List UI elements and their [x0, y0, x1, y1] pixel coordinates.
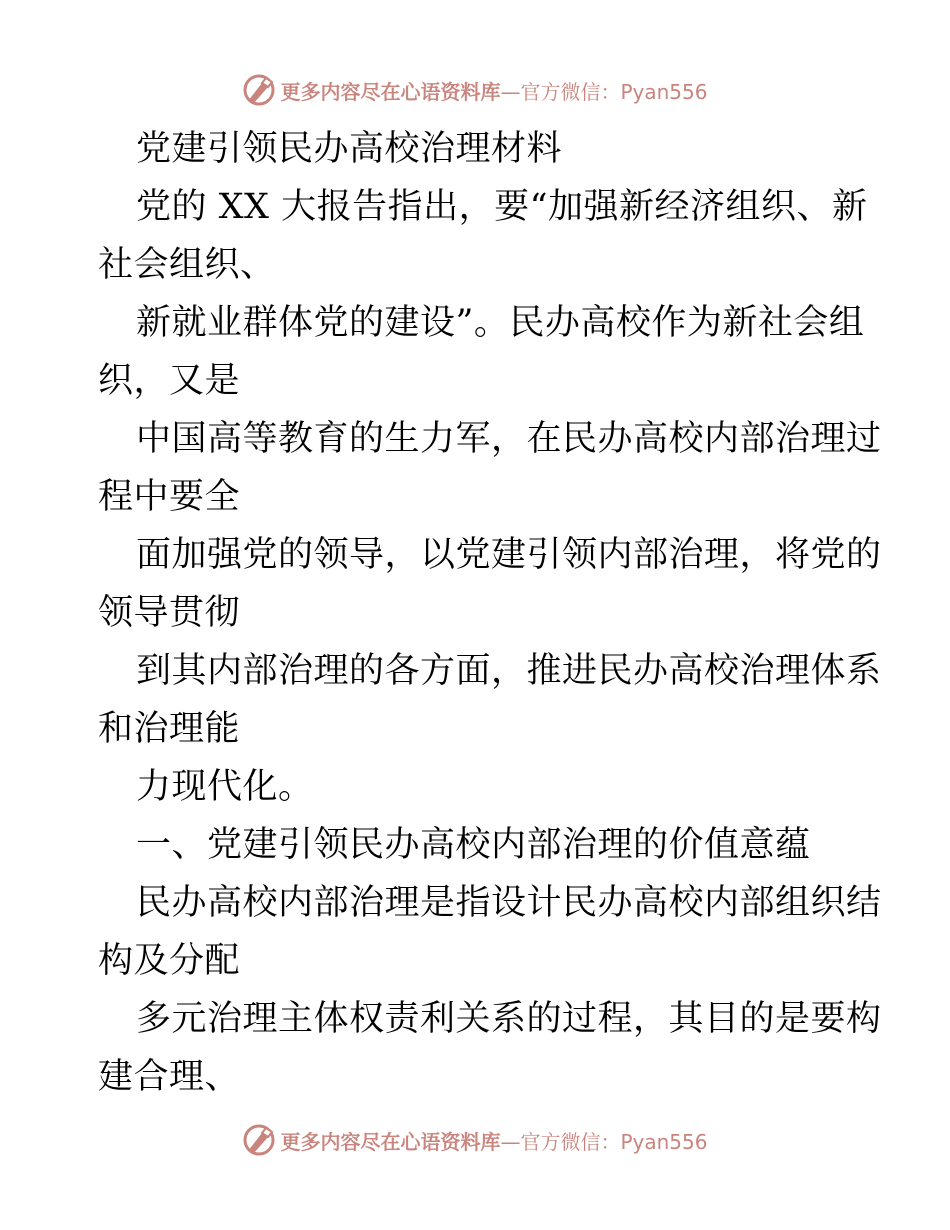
document-body [98, 120, 882, 1106]
paragraph-line: 构及分配 [98, 941, 241, 981]
paragraph-line: 织，又是 [98, 361, 241, 401]
paragraph-line: 新就业群体党的建设”。民办高校作为新社会组 [136, 303, 865, 343]
paragraph-line: 社会组织、 [98, 245, 276, 285]
document-title: 党建引领民办高校治理材料 [136, 129, 563, 169]
paragraph-line: 中国高等教育的生力军，在民办高校内部治理过 [136, 419, 882, 459]
header-watermark [0, 70, 950, 110]
watermark-brand-text: 更多内容尽在心语资料库 [280, 1129, 501, 1154]
paragraph-line: 和治理能 [98, 709, 241, 749]
watermark-wechat-text: —官方微信：Pyan556 [500, 1129, 708, 1154]
paragraph-line: 到其内部治理的各方面，推进民办高校治理体系 [136, 651, 882, 691]
paragraph-line: 党的 XX 大报告指出，要“加强新经济组织、新 [136, 187, 868, 227]
paragraph-line: 力现代化。 [136, 767, 314, 807]
paragraph-line: 领导贯彻 [98, 593, 241, 633]
paragraph-line: 多元治理主体权责利关系的过程，其目的是要构 [136, 999, 882, 1039]
pen-nib-seal-icon [242, 1123, 276, 1157]
paragraph-line: 面加强党的领导，以党建引领内部治理，将党的 [136, 535, 882, 575]
paragraph-line: 程中要全 [98, 477, 241, 517]
watermark-brand-text: 更多内容尽在心语资料库 [280, 79, 501, 104]
footer-watermark [0, 1120, 950, 1160]
pen-nib-seal-icon [242, 73, 276, 107]
paragraph-line: 民办高校内部治理是指设计民办高校内部组织结 [136, 883, 882, 923]
watermark-wechat-text: —官方微信：Pyan556 [500, 79, 708, 104]
paragraph-line: 建合理、 [98, 1057, 241, 1097]
section-heading: 一、党建引领民办高校内部治理的价值意蕴 [136, 825, 811, 865]
